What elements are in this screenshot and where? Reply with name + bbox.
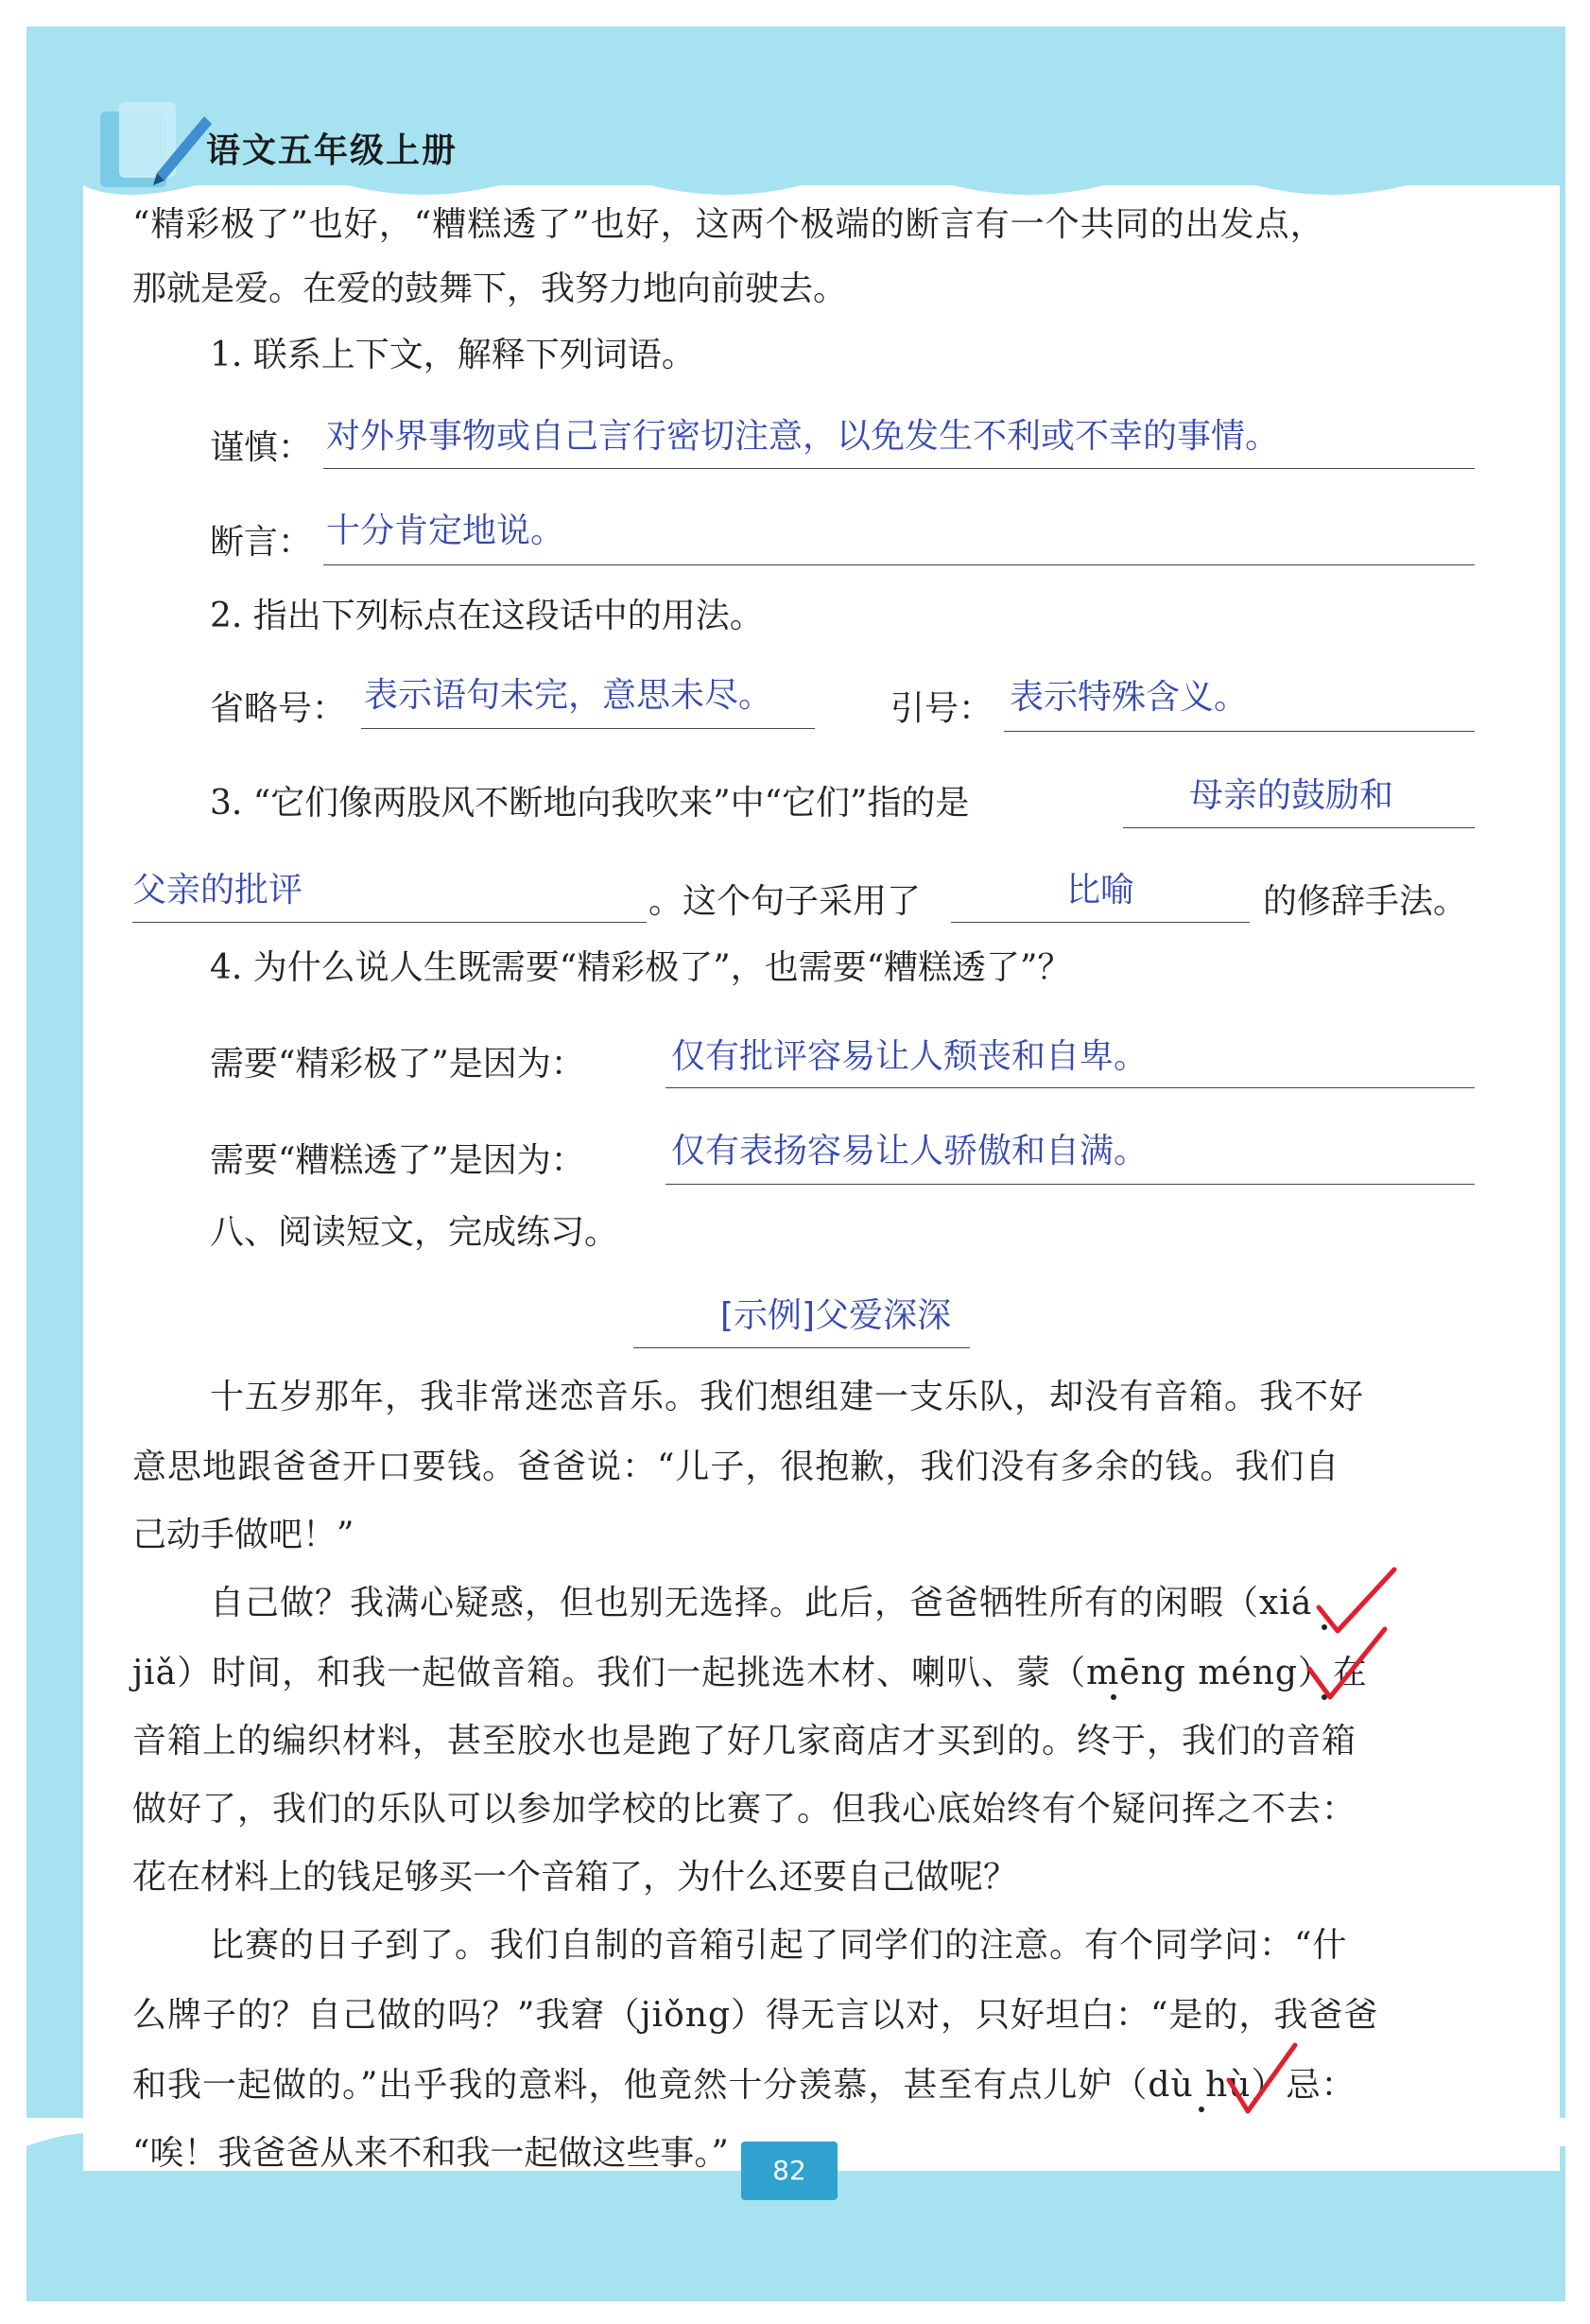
q3-answer-part2: 父亲的批评	[132, 871, 303, 910]
passage-p2-line-1: 自己做？我满心疑惑，但也别无选择。此后，爸爸牺牲所有的闲暇（xiá	[210, 1584, 1313, 1622]
q4-reason1-line	[665, 1087, 1475, 1088]
q3-end-text: 的修辞手法。	[1263, 882, 1468, 921]
q3-line-1	[1123, 827, 1475, 828]
q1-term2-label: 断言：	[210, 523, 313, 562]
q4-reason2-answer: 仅有表扬容易让人骄傲和自满。	[671, 1132, 1149, 1171]
q2-quote-line	[1004, 731, 1475, 732]
intro-line-1: “精彩极了”也好，“糟糕透了”也好，这两个极端的断言有一个共同的出发点，	[132, 205, 1325, 244]
q2-ellipsis-label: 省略号：	[210, 689, 347, 728]
passage-p2-line-4: 做好了，我们的乐队可以参加学校的比赛了。但我心底始终有个疑问挥之不去：	[132, 1790, 1357, 1829]
q1-term1-label: 谨慎：	[210, 428, 313, 467]
q3-answer-part1: 母亲的鼓励和	[1189, 776, 1394, 815]
book-logo-icon	[91, 93, 214, 197]
q2-ellipsis-line	[361, 728, 815, 729]
passage-p3-line-2: 么牌子的？自己做的吗？”我窘（jiǒng）得无言以对，只好坦白：“是的，我爸爸	[132, 1996, 1379, 2035]
q2-quote-label: 引号：	[890, 689, 994, 728]
page-number: 82	[741, 2142, 838, 2200]
intro-line-2: 那就是爱。在爱的鼓舞下，我努力地向前驶去。	[132, 269, 848, 308]
q1-term1-line	[323, 468, 1475, 469]
book-title: 语文五年级上册	[206, 130, 458, 170]
q3-mid-text: 。这个句子采用了	[648, 882, 922, 921]
q2-prompt: 2. 指出下列标点在这段话中的用法。	[210, 597, 764, 635]
passage-p2-line-2: jiǎ）时间，和我一起做音箱。我们一起挑选木材、喇叭、蒙（mēng méng）在	[132, 1654, 1368, 1692]
passage-p1-line-1: 十五岁那年，我非常迷恋音乐。我们想组建一支乐队，却没有音箱。我不好	[210, 1378, 1365, 1416]
q4-reason2-line	[665, 1184, 1475, 1185]
q1-term1-answer: 对外界事物或自己言行密切注意，以免发生不利或不幸的事情。	[326, 417, 1280, 456]
q2-quote-answer: 表示特殊含义。	[1010, 678, 1249, 717]
check-mark-icon	[1300, 1622, 1394, 1707]
q4-reason2-label: 需要“糟糕透了”是因为：	[210, 1141, 585, 1180]
q2-ellipsis-answer: 表示语句未完，意思未尽。	[364, 676, 773, 715]
emphasis-dot	[1199, 2107, 1204, 2112]
q1-prompt: 1. 联系上下文，解释下列词语。	[210, 336, 696, 374]
q1-term2-line	[323, 564, 1475, 565]
passage-p2-line-3: 音箱上的编织材料，甚至胶水也是跑了好几家商店才买到的。终于，我们的音箱	[132, 1722, 1357, 1760]
emphasis-dot	[1111, 1694, 1116, 1700]
q3-line-2	[132, 922, 647, 923]
passage-p1-line-2: 意思地跟爸爸开口要钱。爸爸说：“儿子，很抱歉，我们没有多余的钱。我们自	[132, 1448, 1340, 1486]
q3-answer-device: 比喻	[1066, 871, 1135, 910]
q4-prompt: 4. 为什么说人生既需要“精彩极了”，也需要“糟糕透了”？	[210, 948, 1072, 987]
passage-title-answer: [示例]父爱深深	[720, 1296, 952, 1335]
passage-p2-line-5: 花在材料上的钱足够买一个音箱了，为什么还要自己做呢？	[132, 1858, 1018, 1897]
passage-p3-line-4: “唉！我爸爸从来不和我一起做这些事。”	[132, 2134, 729, 2173]
passage-p3-line-3: 和我一起做的。”出乎我的意料，他竟然十分羡慕，甚至有点儿妒（dù hù）忌：	[132, 2066, 1357, 2105]
section8-heading: 八、阅读短文，完成练习。	[210, 1213, 619, 1252]
passage-p3-line-1: 比赛的日子到了。我们自制的音箱引起了同学们的注意。有个同学问：“什	[210, 1926, 1348, 1965]
passage-p1-line-3: 己动手做吧！”	[132, 1516, 354, 1554]
passage-title-line	[633, 1347, 970, 1348]
q4-reason1-label: 需要“精彩极了”是因为：	[210, 1045, 585, 1084]
q3-prompt: 3. “它们像两股风不断地向我吹来”中“它们”指的是	[210, 784, 970, 823]
q4-reason1-answer: 仅有批评容易让人颓丧和自卑。	[671, 1037, 1149, 1076]
q3-line-3	[951, 922, 1250, 923]
q1-term2-answer: 十分肯定地说。	[326, 512, 565, 550]
check-mark-icon	[1219, 2038, 1305, 2123]
